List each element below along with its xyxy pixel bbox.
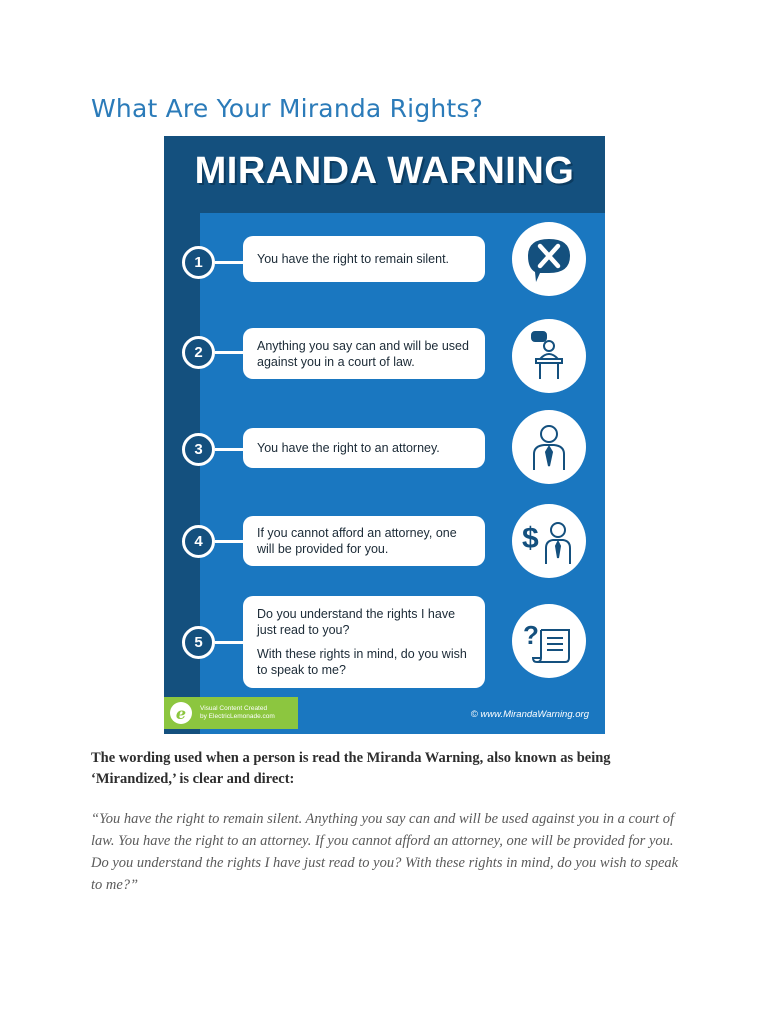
poster-header [164, 136, 605, 213]
step-connector [215, 261, 243, 264]
step-number: 5 [182, 626, 215, 659]
badge-line: Visual Content Created [200, 705, 268, 712]
step-connector [215, 448, 243, 451]
miranda-warning-poster [164, 136, 605, 734]
step-number: 3 [182, 433, 215, 466]
electric-lemonade-badge [164, 697, 298, 729]
page-title: What Are Your Miranda Rights? [91, 94, 484, 123]
step-text-box [243, 428, 485, 468]
electric-lemonade-logo: e [170, 702, 192, 724]
step-text: With these rights in mind, do you wish to speak to me? [257, 647, 467, 677]
step-text-box [243, 236, 485, 282]
step-text: You have the right to remain silent. [257, 252, 450, 266]
svg-text:?: ? [523, 620, 539, 650]
intro-text: The wording used when a person is read the Miranda Warning, also known as being ‘Mirandized,’ is clear and direct: [91, 750, 611, 787]
dollar-attorney-icon [512, 504, 586, 578]
badge-credit [200, 705, 275, 721]
poster-heading: MIRANDA WARNING [194, 150, 575, 192]
speech-bubble-x-icon [512, 222, 586, 296]
step-text-box [243, 516, 485, 566]
poster-url: © www.MirandaWarning.org [470, 709, 589, 720]
step-text-box [243, 596, 485, 688]
badge-line: by ElectricLemonade.com [200, 713, 275, 720]
step-connector [215, 540, 243, 543]
step-number: 1 [182, 246, 215, 279]
step-number: 2 [182, 336, 215, 369]
step-text: You have the right to an attorney. [257, 441, 440, 455]
step-number: 4 [182, 525, 215, 558]
step-text: Do you understand the rights I have just read to you? [257, 607, 456, 637]
step-text: Anything you say can and will be used against you in a court of law. [257, 338, 469, 369]
attorney-icon [512, 410, 586, 484]
speaking-person-at-podium-icon [512, 319, 586, 393]
question-scroll-icon [512, 604, 586, 678]
svg-text:$: $ [522, 522, 539, 555]
step-connector [215, 641, 243, 644]
step-connector [215, 351, 243, 354]
step-text-box [243, 328, 485, 379]
step-text: If you cannot afford an attorney, one will be provided for you. [257, 526, 457, 556]
miranda-quote: “You have the right to remain silent. Anything you say can and will be used against you in a court of law. You have the right to an attorney. If you cannot afford an attorney, one will be provided for you. Do you understand the rights I have just read to you? With these rights in mind, do you wish to speak to me?” [91, 811, 679, 893]
